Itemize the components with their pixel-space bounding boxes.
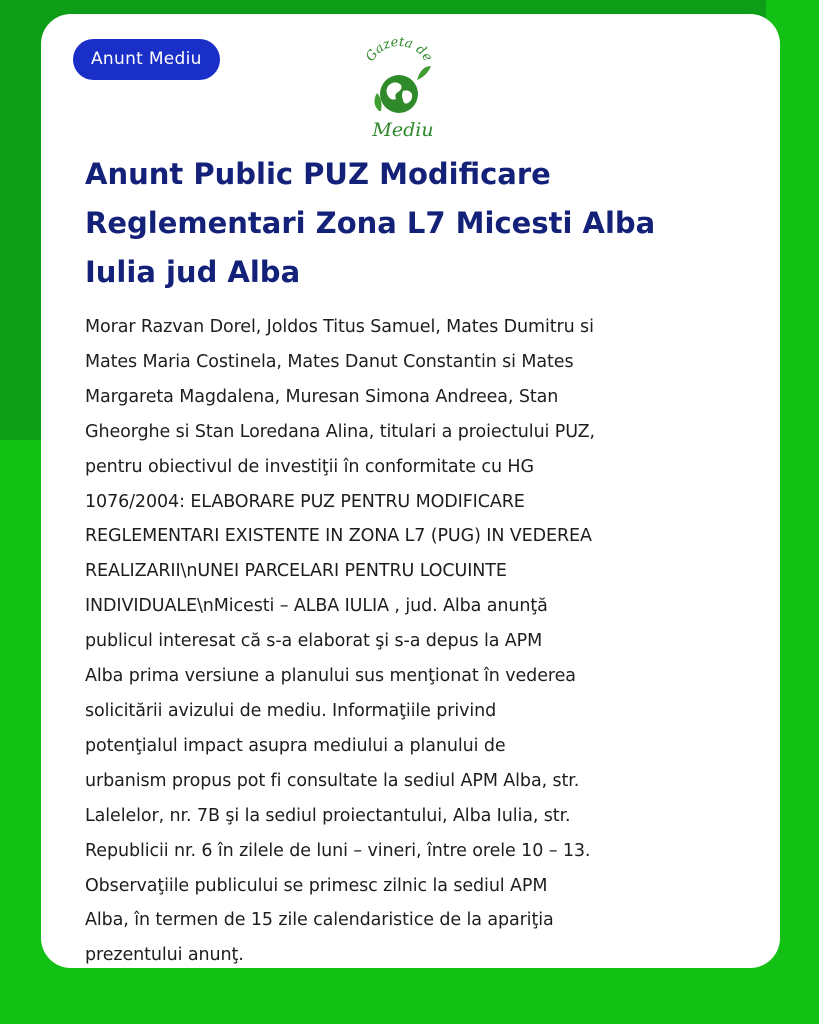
body-line: Observaţiile publicului se primesc zilnic la sediul APM [85,875,548,896]
body-line: potenţialul impact asupra mediului a planului de [85,735,506,756]
body-line: Gheorghe si Stan Loredana Alina, titulari a proiectului PUZ, [85,421,595,442]
title-line: Anunt Public PUZ Modificare [85,157,551,191]
body-line: REGLEMENTARI EXISTENTE IN ZONA L7 (PUG) IN VEDEREA [85,526,592,547]
body-line: urbanism propus pot fi consultate la sediul APM Alba, str. [85,770,580,791]
leaf-icon [417,66,431,80]
body-line: prezentului anunţ. [85,945,244,966]
body-line: Margareta Magdalena, Muresan Simona Andreea, Stan [85,386,559,407]
body-line: Morar Razvan Dorel, Joldos Titus Samuel, Mates Dumitru si [85,317,594,337]
announcement-card [41,14,780,968]
article-body [85,310,745,973]
globe-icon [380,75,418,113]
body-line: Republicii nr. 6 în zilele de luni – vineri, între orele 10 – 13. [85,840,591,861]
body-line: 1076/2004: ELABORARE PUZ PENTRU MODIFICARE [85,491,525,512]
body-line: REALIZARII\nUNEI PARCELARI PENTRU LOCUINTE [85,561,507,582]
body-line: Lalelelor, nr. 7B şi la sediul proiectantului, Alba Iulia, str. [85,805,571,826]
logo-text-bottom: Mediu [372,119,434,141]
logo-text-top: Gazeta de [363,36,436,65]
body-line: Alba, în termen de 15 zile calendaristice de la apariţia [85,910,554,931]
body-line: pentru obiectivul de investiţii în conformitate cu HG [85,456,534,477]
body-line: Mates Maria Costinela, Mates Danut Constantin si Mates [85,351,574,372]
title-line: Iulia jud Alba [85,255,301,289]
category-badge[interactable]: Anunt Mediu [73,39,220,80]
body-line: INDIVIDUALE\nMicesti – ALBA IULIA , jud. Alba anunţă [85,596,548,617]
body-line: publicul interesat că s-a elaborat şi s-a depus la APM [85,631,543,652]
gazeta-de-mediu-logo [359,36,439,146]
title-line: Reglementari Zona L7 Micesti Alba [85,206,656,240]
svg-text:Gazeta de [363,36,435,65]
body-line: solicitării avizului de mediu. Informaţiile privind [85,700,497,721]
body-line: Alba prima versiune a planului sus menţionat în vederea [85,666,576,687]
article-title [85,150,745,297]
